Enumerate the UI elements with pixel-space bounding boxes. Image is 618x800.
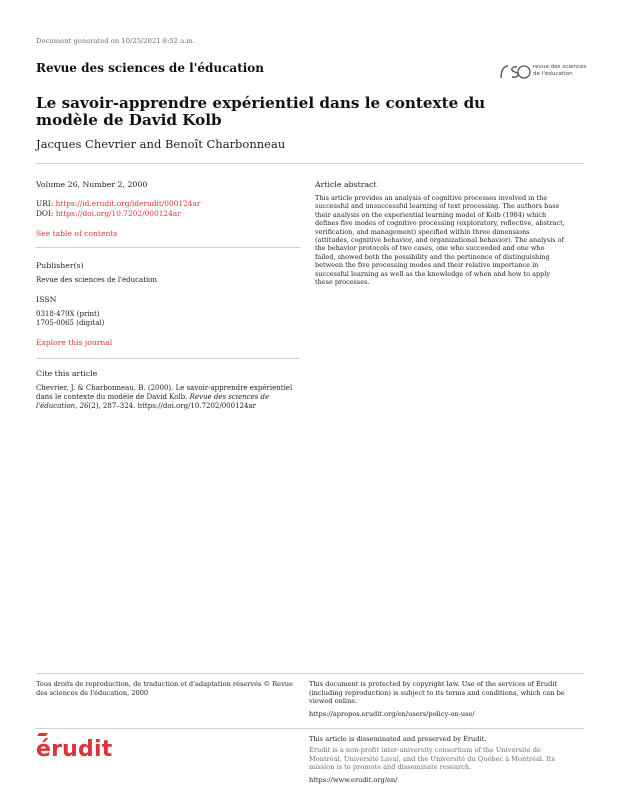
explore-journal-link[interactable]: Explore this journal	[36, 338, 113, 347]
abstract-heading: Article abstract	[315, 180, 377, 189]
disseminated-text: This article is disseminated and preserved by Érudit.	[309, 735, 487, 743]
erudit-description: Érudit is a non-profit inter-university consortium of the Université de Montréal, Université Laval, and the Université du Québec à Montréal. Its mission is to promote and disseminate research.	[309, 746, 555, 772]
left-divider-2	[36, 358, 300, 359]
citation-text	[36, 384, 306, 411]
footer-divider-2	[36, 728, 584, 729]
cite-heading: Cite this article	[36, 369, 98, 378]
erudit-logo	[36, 737, 112, 762]
left-divider-1	[36, 247, 300, 248]
citation-part2: (2), 287–324. https://doi.org/10.7202/000124ar	[88, 402, 256, 410]
issn-print: 0318-479X (print)	[36, 310, 100, 318]
footer-divider	[36, 673, 584, 674]
header-divider	[36, 163, 584, 164]
copyright-text: This document is protected by copyright law. Use of the services of Érudit (including reproduction) is subject to its terms and conditions, which can be viewed online.	[309, 680, 565, 706]
rse-logo-icon	[498, 58, 532, 84]
generated-timestamp: Document generated on 10/25/2021 8:52 a.m.	[36, 37, 196, 45]
citation-journal: Revue des sciences de l'éducation	[36, 393, 270, 410]
publisher-name: Revue des sciences de l'éducation	[36, 276, 157, 284]
logo-text-line1: revue des sciences	[533, 64, 587, 70]
issn-digital: 1705-0065 (digital)	[36, 319, 105, 327]
doi-label: DOI:	[36, 209, 56, 218]
citation-part1: Chevrier, J. & Charbonneau, B. (2000). Le savoir-apprendre expérientiel dans le contexte du modèle de David Kolb.	[36, 384, 293, 401]
uri-label: URI:	[36, 199, 56, 208]
rights-text: Tous droits de reproduction, de traduction et d'adaptation réservés © Revue des sciences de l'éducation, 2000	[36, 680, 293, 697]
doi-link[interactable]: https://doi.org/10.7202/000124ar	[55, 209, 181, 218]
erudit-link[interactable]: https://www.erudit.org/en/	[309, 776, 398, 784]
toc-link[interactable]: See table of contents	[36, 229, 118, 238]
issn-heading: ISSN	[36, 295, 57, 304]
journal-logo	[498, 58, 598, 84]
erudit-logo-text: érudit	[36, 737, 113, 762]
uri-link[interactable]: https://id.erudit.org/iderudit/000124ar	[55, 199, 201, 208]
volume-info: Volume 26, Number 2, 2000	[36, 180, 148, 189]
citation-sep: ,	[75, 402, 80, 410]
article-authors: Jacques Chevrier and Benoît Charbonneau	[36, 137, 286, 151]
article-title: Le savoir-apprendre expérientiel dans le contexte du modèle de David Kolb	[36, 94, 486, 129]
citation-volume: 26	[79, 402, 89, 410]
abstract-text: This article provides an analysis of cognitive processes involved in the successful and unsuccessful learning of text processing. The authors base their analysis on the experiential learning model of Kolb (1984) which defines five modes of cognitive processing (exploratory, reflective, abstract, verification, and management) specified within three dimensions (attitudes, cognitive behavior, and organizational behavior). The analysis of the behavior protocols of two cases, one who succeeded and one who failed, showed both the possibility and the pertinence of distinguishing between the five processing modes and their relative importance in successful learning as well as the knowledge of when and how to apply these processes.	[315, 194, 565, 287]
erudit-accent-icon	[37, 733, 48, 736]
journal-name: Revue des sciences de l'éducation	[36, 61, 265, 75]
doi-line	[36, 209, 181, 218]
publisher-heading: Publisher(s)	[36, 261, 84, 270]
policy-link[interactable]: https://apropos.erudit.org/en/users/policy-on-use/	[309, 710, 475, 718]
uri-line	[36, 199, 200, 208]
logo-text-line2: de l'éducation	[533, 71, 573, 77]
